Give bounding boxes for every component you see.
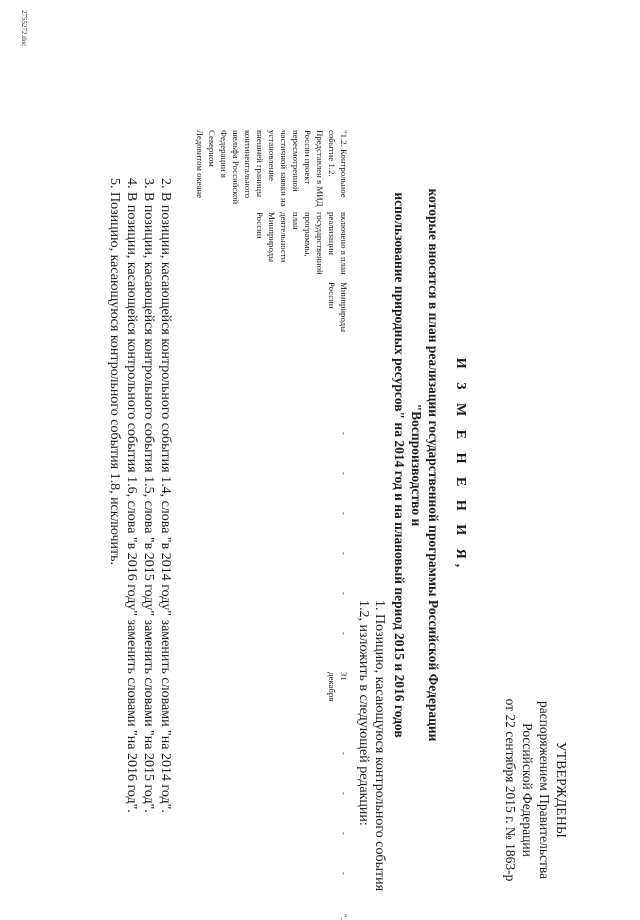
document-reference: 2755272.doc (20, 10, 28, 47)
document-subtitle (391, 140, 442, 790)
item-1: 1. Позицию, касающуюся контрольного события 1.2, изложить в следующей редакции: (356, 600, 387, 892)
item-3: 3. В позиции, касающейся контрольного события 1.5, слова "в 2015 году" заменить словами "на 2015 год". (141, 178, 156, 813)
cell-dash: - (339, 632, 349, 635)
cell-dash: - (339, 592, 349, 595)
cell-dash: - (339, 552, 349, 555)
cell-dash: - (339, 752, 349, 755)
closing-quote: ". (339, 914, 349, 920)
item-2: 2. В позиции, касающейся контрольного события 1.4, слова "в 2014 году" заменить словами "на 2014 год". (158, 178, 173, 813)
cell-dash: - (339, 792, 349, 795)
cell-date: 31 декабря (327, 672, 349, 702)
approval-line-2: Российской Федерации (520, 723, 535, 857)
cell-dash: - (339, 432, 349, 435)
cell-dash: - (339, 472, 349, 475)
event-result: включено в план реализации государственной программы, план деятельности Минприроды России (255, 212, 349, 275)
approval-line-1: распоряжением Правительства (537, 700, 552, 880)
item-4: 4. В позиции, касающейся контрольного события 1.6, слова "в 2016 году" заменить словами "на 2016 год". (124, 178, 139, 813)
subtitle-line-1: которые вносятся в план реализации государственной программы Российской Федерации "Воспроизводство и (409, 188, 441, 742)
event-description: "1.2. Контрольное событие 1.2. Представлен в МИД России проект пересмотренной частичной заявки на установление внешней границы континентального шельфа Российской Федерации в Северном Ледовитом океане (195, 130, 349, 207)
approval-title: УТВЕРЖДЕНЫ (554, 741, 569, 839)
cell-dash: - (339, 872, 349, 875)
item-5: 5. Позицию, касающуюся контрольного события 1.8, исключить. (107, 178, 122, 566)
document-title: И З М Е Н Е Н И Я, (453, 357, 468, 573)
event-responsible: Минприроды России (327, 282, 349, 332)
cell-dash: - (339, 832, 349, 835)
approval-stamp (502, 695, 570, 885)
subtitle-line-2: использование природных ресурсов" на 2014 год и на плановый период 2015 и 2016 годов (392, 192, 407, 738)
approval-line-3: от 22 сентября 2015 г. № 1863-р (503, 698, 518, 882)
cell-dash: - (339, 512, 349, 515)
